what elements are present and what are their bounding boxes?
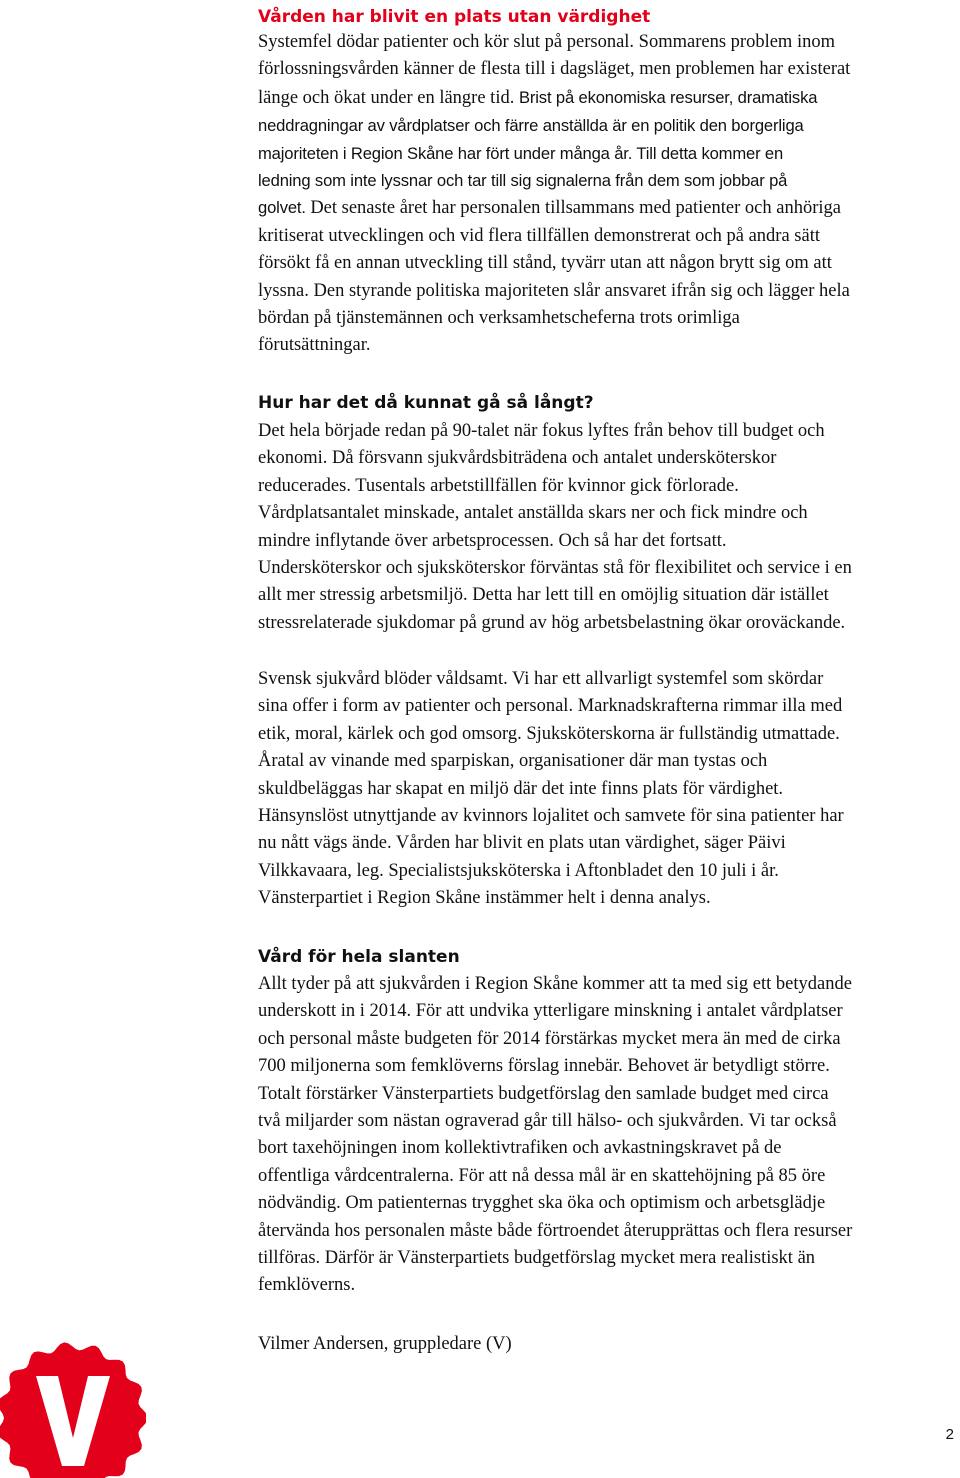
text-line: skuldbeläggas har skapat en miljö där det inte finns plats för värdighet. (258, 778, 784, 799)
text-line: två miljarder som nästan ograverad går till hälso- och sjukvården. Vi tar också (258, 1111, 837, 1132)
text-line: Svensk sjukvård blöder våldsamt. Vi har ett allvarligt systemfel som skördar (258, 669, 824, 689)
paragraph (258, 29, 850, 360)
section-heading: Vården har blivit en plats utan värdighet (258, 7, 651, 27)
text-line: mindre inflytande över arbetsprocessen. Och så har det fortsatt. (258, 530, 727, 551)
text-run: Det senaste året har personalen tillsammans med patienter och anhöriga (310, 198, 841, 219)
text-line: lyssna. Den styrande politiska majoriteten slår ansvaret ifrån sig och lägger hela (258, 280, 850, 301)
text-line: etik, moral, kärlek och god omsorg. Sjuksköterskorna är fullständig utmattade. (258, 723, 840, 744)
text-line: Systemfel dödar patienter och kör slut på personal. Sommarens problem inom (258, 32, 835, 52)
text-line: Hänsynslöst utnyttjande av kvinnors lojalitet och samvete för sina patienter har (258, 806, 844, 827)
text-line: sina offer i form av patienter och personal. Marknadskrafterna rimmar illa med (258, 696, 843, 717)
text-line: bort taxehöjningen inom kollektivtrafiken och avkastningskravet på de (258, 1138, 782, 1159)
text-line: förlossningsvården känner de flesta till i dagsläget, men problemen har existerat (258, 59, 851, 80)
text-line: bördan på tjänstemännen och verksamhetscheferna trots orimliga (258, 308, 740, 329)
text-line: femklöverns. (258, 1275, 356, 1296)
paragraph (258, 971, 852, 1300)
text-line: reducerades. Tusentals arbetstillfällen för kvinnor gick förlorade. (258, 475, 739, 496)
section-heading: Vård för hela slanten (258, 947, 460, 967)
text-line: stressrelaterade sjukdomar på grund av hög arbetsbelastning ökar oroväckande. (258, 612, 846, 633)
vansterpartiet-rose-logo-icon (0, 1330, 146, 1478)
text-line: offentliga vårdcentralerna. För att nå dessa mål är en skattehöjning på 85 öre (258, 1165, 826, 1186)
text-line: försökt få en annan utveckling till stånd, tyvärr utan att någon brytt sig om att (258, 253, 832, 274)
text-line: ledning som inte lyssnar och tar till sig signalerna från dem som jobbar på (258, 171, 788, 191)
text-line: nödvändig. Om patienternas trygghet ska öka och optimism och arbetsglädje (258, 1193, 826, 1214)
signature: Vilmer Andersen, gruppledare (V) (258, 1334, 512, 1354)
text-line (258, 84, 850, 112)
text-line: neddragningar av vårdplatser och färre anställda är en politik den borgerliga (258, 116, 804, 136)
text-line: nu nått vägs ände. Vården har blivit en plats utan värdighet, säger Päivi (258, 833, 786, 854)
text-run: golvet. (258, 198, 311, 218)
text-run: Brist på ekonomiska resurser, dramatiska (518, 87, 818, 107)
text-line: Vilkkavaara, leg. Specialistsjuksköterska i Aftonbladet den 10 juli i år. (258, 860, 779, 881)
page-number: 2 (945, 1426, 954, 1443)
text-line: Åratal av vinande med sparpiskan, organisationer där man tystas och (258, 751, 768, 772)
text-line: förutsättningar. (258, 335, 371, 356)
text-line: underskott in i 2014. För att undvika ytterligare minskning i antalet vårdplatser (258, 1001, 843, 1022)
paragraph (258, 666, 844, 913)
text-line: 700 miljonerna som femklöverns förslag innebär. Behovet är betydligt större. (258, 1056, 830, 1077)
text-line: Det hela började redan på 90-talet när fokus lyftes från behov till budget och (258, 421, 825, 441)
text-line: Allt tyder på att sjukvården i Region Skåne kommer att ta med sig ett betydande (258, 974, 852, 994)
text-line: kritiserat utvecklingen och vid flera tillfällen demonstrerat och på andra sätt (258, 225, 820, 246)
text-line: majoriteten i Region Skåne har fört under många år. Till detta kommer en (258, 143, 784, 163)
section-heading: Hur har det då kunnat gå så långt? (258, 393, 594, 413)
text-line: Totalt förstärker Vänsterpartiets budgetförslag den samlade budget med circa (258, 1083, 829, 1104)
text-line: allt mer stressig arbetsmiljö. Detta har lett till en omöjlig situation där istället (258, 585, 829, 606)
text-line: återvända hos personalen måste både förtroendet återupprättas och flera resurser (258, 1220, 853, 1241)
text-line: ekonomi. Då försvann sjukvårdsbiträdena och antalet undersköterskor (258, 448, 777, 469)
text-line: Vårdplatsantalet minskade, antalet anställda skars ner och fick mindre och (258, 503, 808, 524)
text-line: tillföras. Därför är Vänsterpartiets budgetförslag mycket mera realistiskt än (258, 1248, 816, 1269)
text-line (258, 194, 850, 222)
text-line: Vänsterpartiet i Region Skåne instämmer helt i denna analys. (258, 888, 711, 909)
text-line: Undersköterskor och sjuksköterskor förväntas stå för flexibilitet och service i en (258, 558, 852, 579)
text-line: och personal måste budgeten för 2014 förstärkas mycket mera än med de cirka (258, 1028, 841, 1049)
paragraph (258, 418, 852, 637)
text-run: länge och ökat under en längre tid. (258, 87, 519, 108)
